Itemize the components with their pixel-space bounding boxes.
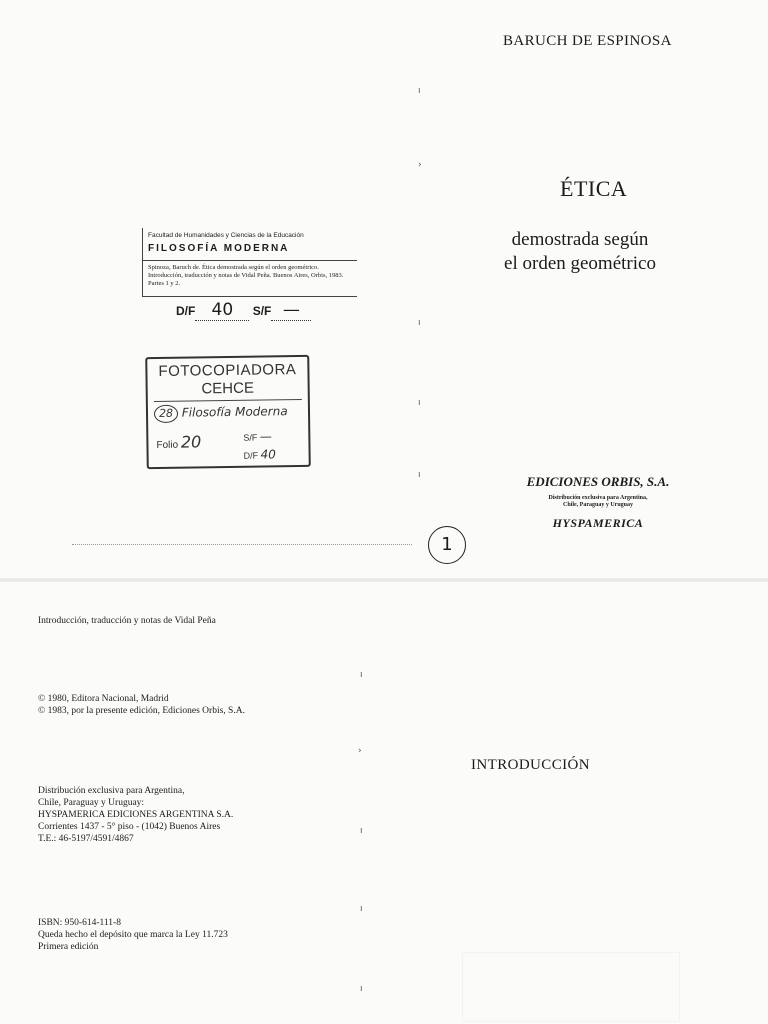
stamp-divider — [143, 260, 357, 261]
item-number: 28 — [154, 405, 178, 423]
page-number: 1 — [428, 526, 466, 564]
distribution-line: T.E.: 46-5197/4591/4867 — [38, 834, 134, 844]
gutter-mark: ı — [418, 470, 421, 480]
gutter-mark: ı — [360, 826, 363, 836]
distribution-line: Corrientes 1437 - 5° piso - (1042) Buenos Aires — [38, 822, 221, 832]
gutter-mark: ı — [418, 318, 421, 328]
df-sf-annotation — [176, 300, 311, 321]
df-label: D/F — [243, 450, 259, 461]
distribution-line: HYSPAMERICA EDICIONES ARGENTINA S.A. — [38, 810, 234, 820]
stamp-sf — [243, 429, 272, 443]
stamp-faculty: Facultad de Humanidades y Ciencias de la Educación — [148, 232, 304, 239]
df-value: 40 — [211, 300, 234, 320]
item-text: Filosofía Moderna — [181, 404, 288, 420]
isbn-block — [38, 917, 228, 953]
sf-value: — — [282, 300, 300, 320]
stamp-shop-sub: CEHCE — [201, 379, 255, 398]
sf-label: S/F — [243, 432, 258, 443]
distribution-block — [38, 785, 233, 845]
stamp-folio — [156, 432, 201, 452]
stamp-df — [244, 447, 276, 461]
gutter-mark: ı — [360, 984, 363, 994]
df-value: 40 — [260, 447, 276, 462]
stamp-shop-name: FOTOCOPIADORA — [158, 361, 297, 380]
publisher-name: EDICIONES ORBIS, S.A. — [526, 474, 670, 489]
library-stamp — [142, 228, 357, 297]
folio-label: Folio — [156, 439, 179, 452]
stamp-department: FILOSOFÍA MODERNA — [148, 243, 290, 254]
stamp-reference: Spinoza, Baruch de. Ética demostrada según el orden geométrico. Introducción, traducción y notas de Vidal Peña. Buenos Aires, Orbis, 1983. Partes 1 y 2. — [148, 264, 344, 287]
subtitle-line: el orden geométrico — [504, 253, 656, 274]
gutter-mark: ı — [418, 86, 421, 96]
copyright-line: © 1983, por la presente edición, Ediciones Orbis, S.A. — [38, 706, 245, 716]
gutter-mark: › — [358, 746, 362, 756]
dotted-rule — [72, 544, 412, 545]
stamp-divider — [154, 399, 302, 402]
translator-credit: Introducción, traducción y notas de Vidal Peña — [38, 616, 216, 626]
distribution-line: Distribución exclusiva para Argentina, — [38, 786, 185, 796]
subtitle-line: demostrada según — [511, 229, 649, 250]
copyright-line: © 1980, Editora Nacional, Madrid — [38, 694, 169, 704]
legal-deposit-line: Queda hecho el depósito que marca la Ley 11.723 — [38, 930, 228, 940]
df-label: D/F — [176, 304, 196, 318]
author-name: BARUCH DE ESPINOSA — [503, 33, 672, 49]
book-title: ÉTICA — [560, 176, 628, 201]
stamp-item — [154, 403, 288, 423]
copy-shop-stamp — [145, 355, 311, 469]
gutter-mark: ı — [418, 398, 421, 408]
isbn-line: ISBN: 950-614-111-8 — [38, 918, 121, 928]
imprint-name: HYSPAMERICA — [552, 516, 644, 530]
faded-stamp-ghost — [462, 952, 680, 1022]
sf-value: — — [259, 429, 272, 444]
page-fold — [0, 578, 768, 582]
gutter-mark: ı — [360, 670, 363, 680]
book-subtitle — [498, 228, 662, 276]
edition-line: Primera edición — [38, 942, 99, 952]
gutter-mark: › — [418, 160, 422, 170]
gutter-mark: ı — [360, 904, 363, 914]
distribution-line: Chile, Paraguay y Uruguay: — [38, 798, 145, 808]
distribution-line: Chile, Paraguay y Uruguay — [562, 502, 633, 508]
sf-label: S/F — [252, 304, 272, 318]
distribution-line: Distribución exclusiva para Argentina, — [548, 495, 648, 501]
folio-value: 20 — [180, 432, 202, 452]
section-title: INTRODUCCIÓN — [471, 757, 590, 773]
distribution-note — [508, 495, 688, 509]
